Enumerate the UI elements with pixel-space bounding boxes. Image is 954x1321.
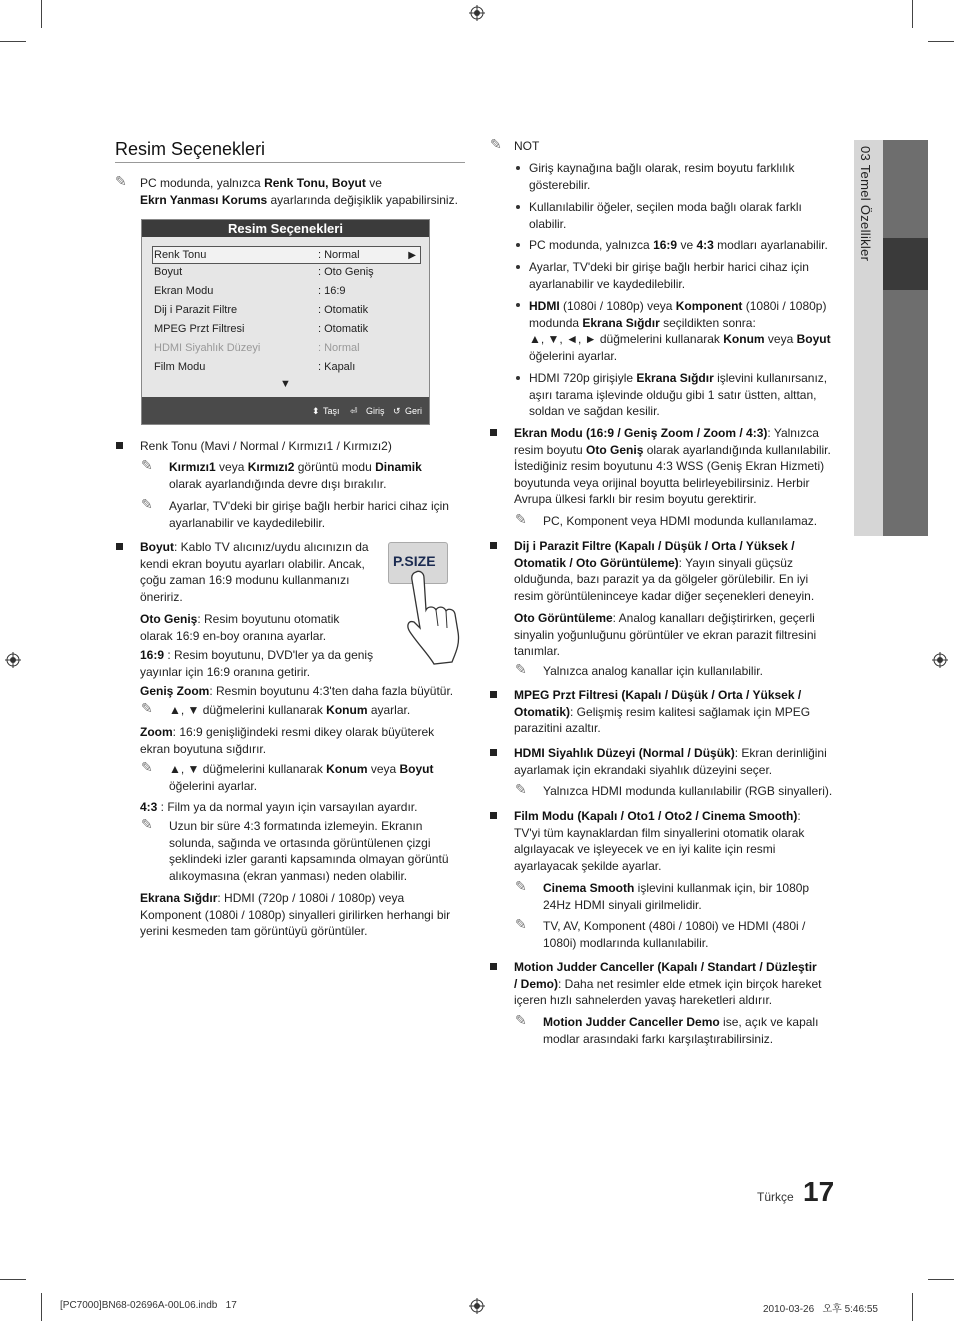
menu-row-value: : Normal [318, 342, 360, 354]
bullet-dot [516, 243, 520, 247]
text: 16:9 [653, 238, 678, 252]
text: ise, açık ve kapalı [719, 1015, 819, 1029]
text: modlar arasındaki farkı karşılaştırabilirsiniz. [543, 1031, 774, 1046]
note-pencil-icon: ✎ [115, 173, 127, 189]
text: alıkoymasına (ekran yanması) neden olabilir. [169, 868, 408, 883]
text: 16:9 [140, 648, 165, 662]
text: Giriş kaynağına bağlı olarak, resim boyutu farklılık [529, 161, 795, 175]
note-pencil-icon: ✎ [141, 700, 153, 716]
text: boyutunda veya orijinal boyutta belirleyebilirsiniz. Herbir [514, 475, 810, 490]
text: içeren hızlı sahnelerden yavaş hareketleri aldırır. [514, 993, 773, 1007]
bullet-square [116, 543, 123, 550]
text: ayarlar. [367, 703, 411, 717]
crop-mark [928, 1279, 954, 1280]
section-title: Resim Seçenekleri [115, 139, 266, 159]
chapter-tab-marker [883, 238, 928, 290]
print-footer-right: 2010-03-26 오후 5:46:55 [763, 1304, 878, 1315]
text: Uzun bir süre 4:3 formatında izlemeyin. Ekranın [169, 819, 423, 833]
menu-row-boyut[interactable] [153, 264, 419, 281]
enter-icon: ⏎ [350, 406, 358, 416]
menu-row-value: : 16:9 [318, 285, 346, 297]
text: işlevini kullanmak için, bir 1080p [634, 881, 810, 895]
registration-mark-icon [469, 5, 485, 21]
registration-mark-icon [469, 1298, 485, 1314]
bullet-dot [516, 303, 520, 307]
hdmi-siyahlik-paragraph [514, 745, 844, 778]
text: TV'yi tüm kaynaklardan film sinyallerini otomatik olarak [514, 825, 805, 840]
crop-mark [41, 1293, 42, 1321]
film-modu-note-1 [543, 880, 843, 913]
text: HDMI [529, 299, 560, 313]
text: HDMI 720p girişiyle [529, 371, 637, 385]
menu-row-renk-tonu[interactable] [152, 246, 421, 264]
motion-judder-note [543, 1014, 843, 1047]
menu-row-value: : Otomatik [318, 323, 369, 335]
text: resim boyutu [514, 442, 587, 457]
renk-note-1 [169, 459, 469, 492]
text: görüntü modu [294, 460, 376, 474]
text: : Kablo TV alıcınız/uydu alıcınızın da [174, 540, 369, 554]
note-pencil-icon: ✎ [490, 136, 502, 152]
not-label: NOT [514, 139, 540, 153]
text: Geniş Zoom [140, 684, 210, 698]
ekrana-sigdir-paragraph [140, 890, 470, 940]
oto-genis-paragraph [140, 611, 390, 644]
text: : Daha net resimler elde etmek için birçok hareket [558, 976, 822, 991]
film-modu-paragraph [514, 808, 844, 874]
bullet-dot [516, 265, 520, 269]
menu-foot-back: Geri [405, 406, 423, 416]
crop-mark [912, 0, 913, 28]
bullet-square [490, 963, 497, 970]
oto-goruntuleme-paragraph [514, 610, 844, 660]
text: 4:3 [140, 800, 158, 814]
text: Otomatik) [514, 704, 571, 719]
menu-row-value: : Oto Geniş [318, 266, 374, 278]
s43-note [169, 818, 469, 884]
menu-row-label: Boyut [154, 266, 183, 278]
text: Oto Görüntüleme [514, 611, 613, 625]
text: (1080i / 1080p) veya [559, 299, 676, 313]
motion-judder-paragraph [514, 959, 844, 1009]
text: Konum [723, 332, 765, 346]
crop-mark [41, 0, 42, 28]
text: olduğunda, bazı parazit ya da gölgeler görülebilir. En iyi [514, 572, 809, 586]
text: 24Hz HDMI sinyali girilmelidir. [543, 897, 702, 912]
text: algılayacak ve işleyecek ve en iyi kalite için resmi [514, 842, 776, 856]
text: Ekran Modu (16:9 / Geniş Zoom / Zoom / 4:3) [514, 426, 768, 440]
not-item-5 [529, 298, 849, 364]
film-modu-note-2 [543, 918, 843, 951]
mpeg-paragraph [514, 687, 844, 737]
crop-mark [928, 41, 954, 42]
bullet-square [116, 442, 123, 449]
note-pencil-icon: ✎ [515, 916, 527, 932]
text: öğelerini ayarlar. [529, 348, 618, 363]
text: : [797, 809, 801, 823]
text: Ayarlar, TV'deki bir girişe bağlı herbir harici cihaz için [529, 260, 809, 274]
text: ayarlayacak şekilde ayarlar. [514, 858, 662, 873]
text: ayarlarında değişiklik yapabilirsiniz. [267, 192, 458, 207]
boyut-paragraph [140, 539, 380, 605]
text: Ekrn Yanması Korums [140, 192, 268, 207]
text: yerini kesmeden tam görüntüyü görüntüler. [140, 924, 368, 938]
text: (1080i / 1080p) [742, 299, 827, 313]
text: Ayarlar, TV'deki bir girişe bağlı herbir harici cihaz için [169, 499, 449, 513]
not-item-2 [529, 199, 849, 232]
text: Kullanılabilir öğeler, seçilen moda bağlı olarak farklı [529, 200, 802, 214]
renk-tonu-heading: Renk Tonu (Mavi / Normal / Kırmızı1 / Kırmızı2) [140, 439, 392, 453]
text: olarak 16:9 en-boy oranına ayarlar. [140, 628, 327, 643]
text: çoğu zaman 16:9 modunu kullanmanızı [140, 573, 350, 587]
text: Ekrana Sığdır [582, 315, 660, 330]
text: Komponent (1080i / 1080p) sinyalleri girilirken herhangi bir [140, 907, 451, 922]
return-icon: ↺ [393, 406, 401, 416]
text: işlevini kullanırsanız, [713, 371, 828, 385]
text: ve [677, 238, 697, 252]
text: veya [367, 762, 400, 776]
text: Renk Tonu, Boyut [264, 176, 366, 190]
text: Cinema Smooth [543, 881, 635, 895]
text: Komponent [675, 299, 743, 313]
text: Ekrana Sığdır [140, 891, 218, 905]
text: : Ekran derinliğini [734, 746, 827, 760]
menu-row-film-modu[interactable] [153, 359, 419, 376]
text: Film Modu (Kapalı / Oto1 / Oto2 / Cinema Smooth) [514, 809, 798, 823]
text: Dij i Parazit Filtre (Kapalı / Düşük / Orta / Yüksek / [514, 539, 795, 553]
text: ve [365, 176, 382, 190]
text: PC modunda, yalnızca [529, 238, 654, 252]
text: seçildikten sonra: [659, 315, 756, 330]
text: : HDMI (720p / 1080i / 1080p) veya [217, 891, 405, 905]
text: MPEG Przt Filtresi (Kapalı / Düşük / Orta / Yüksek / [514, 688, 802, 702]
intro-note [140, 175, 470, 208]
menu-row-value: : Otomatik [318, 304, 369, 316]
text: ayarlanabilir ve kaydedilebilir. [169, 515, 326, 530]
text: yayınlar için 16:9 oranına getirir. [140, 664, 311, 679]
menu-row-hdmi-siyahlik [153, 340, 419, 357]
bullet-square [490, 542, 497, 549]
note-pencil-icon: ✎ [141, 496, 153, 512]
osd-menu [141, 219, 430, 425]
chapter-tab-label: 03 Temel Özellikler [858, 146, 873, 262]
zoom-paragraph [140, 724, 470, 757]
not-item-4 [529, 259, 849, 292]
hdmi-siyahlik-note: Yalnızca HDMI modunda kullanılabilir (RGB sinyalleri). [543, 784, 833, 798]
text: Konum [326, 703, 368, 717]
registration-mark-icon [932, 652, 948, 668]
bullet-square [490, 429, 497, 436]
text: : Film ya da normal yayın için varsayılan ayardır. [157, 800, 418, 814]
menu-row-value: : Kapalı [318, 361, 356, 373]
ekran-modu-paragraph [514, 425, 844, 508]
note-pencil-icon: ✎ [141, 816, 153, 832]
bullet-dot [516, 376, 520, 380]
zoom-note [169, 761, 469, 794]
menu-foot-move: Taşı [323, 406, 340, 416]
text: Boyut [796, 332, 831, 346]
menu-row-value: : Normal [318, 249, 360, 261]
text: Dinamik [375, 460, 422, 474]
text: ekran boyutuna sığdırır. [140, 741, 267, 756]
text: olabilir. [529, 216, 567, 231]
text: Ekrana Sığdır [636, 371, 714, 385]
arrow-down-icon: ▼ [280, 378, 291, 390]
page-number: 17 [803, 1176, 835, 1207]
bullet-square [490, 749, 497, 756]
text: : Gelişmiş resim kalitesi sağlamak için MPEG [570, 704, 811, 719]
menu-row-mpeg[interactable] [153, 321, 419, 338]
menu-foot-enter: Giriş [366, 406, 385, 416]
text: 4:3 [696, 238, 714, 252]
text: Oto Geniş [586, 442, 644, 457]
text: : Resim boyutunu, DVD'ler ya da geniş [164, 648, 374, 662]
chapter-tab-strip [883, 140, 928, 536]
text: veya [215, 460, 248, 474]
text: Kırmızı2 [247, 460, 295, 474]
menu-row-label: Dij i Parazit Filtre [154, 304, 238, 316]
text: öğelerini ayarlar. [169, 778, 258, 793]
genis-note [169, 702, 469, 719]
title-divider [115, 162, 465, 163]
s43-paragraph [140, 799, 470, 816]
menu-row-label: Ekran Modu [154, 285, 214, 297]
text: Zoom [140, 725, 173, 739]
text: olarak ayarlandığında kullanılabilir. [643, 442, 831, 457]
text: olarak ayarlandığında devre dışı bırakılır. [169, 476, 387, 491]
crop-mark [912, 1293, 913, 1321]
text: solunda, sağında ve ortasında görüntülenen çizgi [169, 835, 431, 850]
arrow-right-icon: ▶ [408, 250, 416, 261]
bullet-dot [516, 205, 520, 209]
note-pencil-icon: ✎ [515, 1012, 527, 1028]
not-item-1 [529, 160, 849, 193]
registration-mark-icon [5, 652, 21, 668]
text: modları ayarlanabilir. [713, 238, 828, 252]
text: Otomatik / Oto Görüntüleme) [514, 555, 679, 570]
crop-mark [0, 1279, 26, 1280]
text: parazitini azaltır. [514, 721, 601, 735]
menu-row-label: MPEG Przt Filtresi [154, 323, 245, 335]
text: Avrupa ülkesi farklı bir resim boyutu gerektirir. [514, 492, 757, 506]
text: veya [764, 332, 797, 346]
text: / Demo) [514, 976, 559, 991]
print-footer-left: [PC7000]BN68-02696A-00L06.indb 17 [60, 1300, 237, 1311]
text: soldan ve sağdan kesilir. [529, 404, 660, 418]
text: aşırı tarama işlevinde olduğu gibi 1 satır üstten, alttan, [529, 387, 817, 402]
text: PC modunda, yalnızca [140, 176, 265, 190]
text: : Resmin boyutunu 4:3'ten daha fazla büyütür. [209, 684, 454, 698]
ekran-modu-note: PC, Komponent veya HDMI modunda kullanılamaz. [543, 514, 818, 528]
text: gösterebilir. [529, 177, 591, 192]
text: öneririz. [140, 589, 183, 604]
text: ▲, ▼, ◄, ► düğmelerini kullanarak [529, 332, 724, 346]
updown-icon: ⬍ [312, 406, 320, 416]
text: TV, AV, Komponent (480i / 1080i) ve HDMI (480i / [543, 919, 806, 933]
text: Boyut [140, 540, 174, 554]
diji-parazit-paragraph [514, 538, 844, 604]
menu-footer [142, 397, 429, 424]
text: 1080i) modlarında kullanılabilir. [543, 935, 709, 950]
text: ▲, ▼ düğmelerini kullanarak [169, 703, 327, 717]
note-pencil-icon: ✎ [515, 781, 527, 797]
menu-row-diji-parazit[interactable] [153, 302, 419, 319]
text: HDMI Siyahlık Düzeyi (Normal / Düşük) [514, 746, 735, 760]
genis-zoom-paragraph [140, 683, 470, 700]
text: : Yayın sinyali güçsüz [678, 555, 793, 570]
bullet-square [490, 812, 497, 819]
not-item-3 [529, 237, 849, 254]
not-item-6 [529, 370, 849, 420]
psize-label: P.SIZE [393, 553, 436, 569]
note-pencil-icon: ✎ [141, 457, 153, 473]
note-pencil-icon: ✎ [515, 878, 527, 894]
hand-pointer-icon [398, 570, 470, 666]
text: Konum [326, 762, 368, 776]
renk-note-2 [169, 498, 469, 531]
oto-goruntuleme-note: Yalnızca analog kanallar için kullanılabilir. [543, 664, 763, 678]
crop-mark [0, 41, 26, 42]
note-pencil-icon: ✎ [515, 511, 527, 527]
page-language: Türkçe [757, 1190, 794, 1204]
text: kendi ekran boyutu ayarları olabilir. Ancak, [140, 556, 365, 571]
text: : Yalnızca [767, 426, 819, 440]
text: : Resim boyutunu otomatik [197, 612, 340, 626]
menu-row-label: Renk Tonu [154, 249, 207, 261]
note-pencil-icon: ✎ [515, 661, 527, 677]
text: Kırmızı1 [169, 460, 216, 474]
text: ▲, ▼ düğmelerini kullanarak [169, 762, 327, 776]
s169-paragraph [140, 647, 390, 680]
text: tanımlar. [514, 644, 561, 658]
text: ayarlamak için ekrandaki siyahlık düzeyini seçer. [514, 762, 773, 777]
menu-row-label: Film Modu [154, 361, 206, 373]
text: Motion Judder Canceller Demo [543, 1015, 720, 1029]
text: Motion Judder Canceller (Kapalı / Standart / Düzleştir [514, 960, 817, 974]
note-pencil-icon: ✎ [141, 759, 153, 775]
text: : 16:9 genişliğindeki resmi dikey olarak büyüterek [172, 725, 435, 739]
text: ayarlanabilir ve kaydedilebilir. [529, 276, 686, 291]
text: resim görüntüleninceye kadar diğer seçenekleri deneyin. [514, 588, 815, 603]
text: Boyut [399, 762, 434, 776]
menu-row-label: HDMI Siyahlık Düzeyi [154, 342, 261, 354]
menu-row-ekran-modu[interactable] [153, 283, 419, 300]
bullet-dot [516, 166, 520, 170]
text: sinyalin yoğunluğunu görüntüler ve ekran parazit filtresini [514, 627, 817, 642]
text: İstediğiniz resim boyutunu 4:3 WSS (Geniş Ekran Hizmeti) [514, 459, 825, 473]
bullet-square [490, 691, 497, 698]
text: Oto Geniş [140, 612, 198, 626]
text: modunda [529, 315, 583, 330]
text: : Analog kanalları değiştirirken, geçerli [612, 611, 815, 625]
menu-title: Resim Seçenekleri [142, 220, 429, 237]
text: şeklindeki izler garanti kapsamında olmayan görüntü [169, 852, 449, 866]
